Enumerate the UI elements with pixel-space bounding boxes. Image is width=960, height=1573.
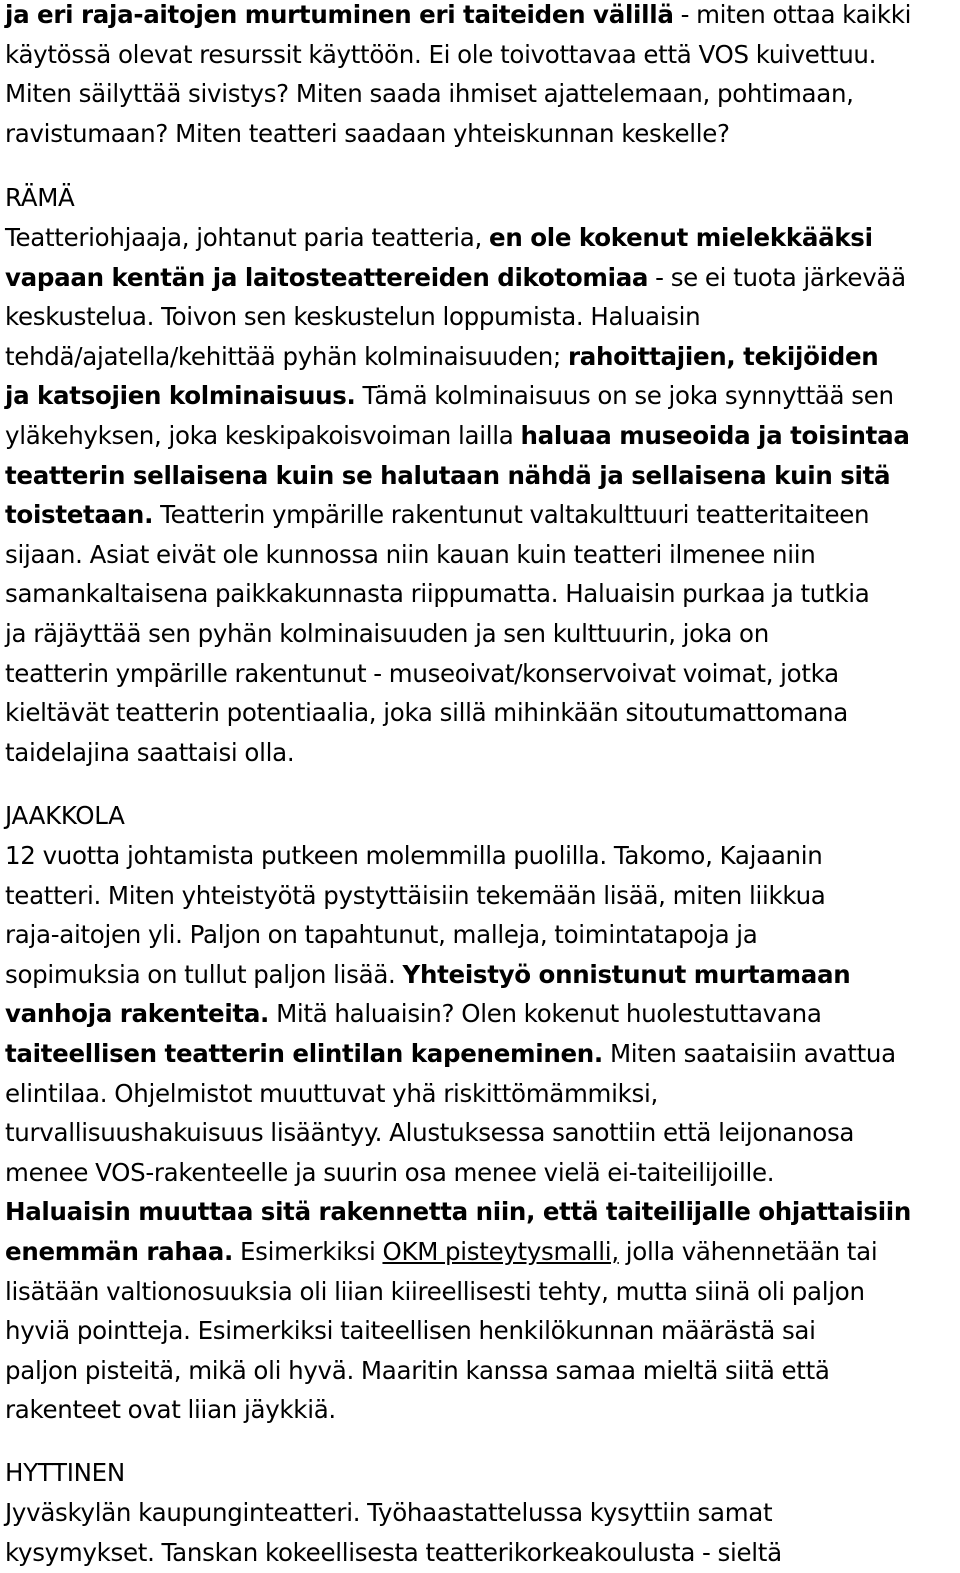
okm-pisteytysmalli-link[interactable]: OKM pisteytysmalli, [382,1236,619,1266]
text-line: kysymykset. Tanskan kokeellisesta teatterikorkeakoulusta - sieltä [5,1537,782,1567]
bold-text: Yhteistyö onnistunut murtamaan [402,959,851,989]
bold-text: taiteellisen teatterin elintilan kapeneminen. [5,1038,603,1068]
text-segment: Teatterin ympärille rakentunut valtakulttuuri teatteritaiteen [153,500,870,530]
bold-text: ja eri raja-aitojen murtuminen eri taiteiden välillä [5,0,674,29]
text-line: Jyväskylän kaupunginteatteri. Työhaastattelussa kysyttiin samat [5,1498,773,1527]
hyttinen-paragraph [5,1493,957,1572]
text-line [5,1232,957,1272]
text-segment: Teatteriohjaaja, johtanut paria teatteria, [5,223,489,252]
text-line [5,994,957,1034]
bold-text: haluaa museoida ja toisintaa [520,420,910,450]
text-line: teatterin sellaisena kuin se halutaan nähdä ja sellaisena kuin sitä [5,460,891,490]
text-line: taidelajina saattaisi olla. [5,737,295,767]
text-segment: Esimerkiksi [232,1236,383,1266]
text-line: lisätään valtionosuuksia oli liian kiireellisesti tehty, mutta siinä oli paljon [5,1276,865,1306]
text-segment: Tämä kolminaisuus on se joka synnyttää sen [355,381,894,411]
text-line [5,1034,957,1074]
text-line: Miten säilyttää sivistys? Miten saada ihmiset ajattelemaan, pohtimaan, [5,79,854,109]
text-line: ja räjäyttää sen pyhän kolminaisuuden ja sen kulttuurin, joka on [5,618,769,648]
intro-paragraph [5,0,957,153]
bold-text: vanhoja rakenteita. [5,999,270,1029]
text-segment: yläkehyksen, joka keskipakoisvoiman lailla [5,420,521,450]
text-line: keskustelua. Toivon sen keskustelun loppumista. Haluaisin [5,302,701,332]
bold-text: vapaan kentän ja laitosteattereiden dikotomiaa [5,262,649,292]
bold-text: toistetaan. [5,500,154,530]
jaakkola-paragraph [5,836,957,1430]
bold-text: en ole kokenut mielekkääksi [489,223,873,252]
text-line: 12 vuotta johtamista putkeen molemmilla puolilla. Takomo, Kajaanin [5,841,823,870]
text-line: paljon pisteitä, mikä oli hyvä. Maaritin kanssa samaa mieltä siitä että [5,1355,830,1385]
text-line [5,0,957,35]
text-line: raja-aitojen yli. Paljon on tapahtunut, malleja, toimintatapoja ja [5,920,758,950]
bold-text: rahoittajien, tekijöiden [567,341,879,371]
text-line: sijaan. Asiat eivät ole kunnossa niin kauan kuin teatteri ilmenee niin [5,539,816,569]
rama-paragraph [5,218,957,772]
bold-text: enemmän rahaa. [5,1236,233,1266]
bold-text: ja katsojien kolminaisuus. [5,381,356,411]
text-line [5,955,957,995]
text-line [5,258,957,298]
text-line: hyviä pointteja. Esimerkiksi taiteellisen henkilökunnan määrästä sai [5,1316,816,1346]
text-line: rakenteet ovat liian jäykkiä. [5,1395,336,1425]
text-line: Haluaisin muuttaa sitä rakennetta niin, että taiteilijalle ohjattaisiin [5,1197,912,1227]
text-segment: - miten ottaa kaikki [673,0,912,29]
text-line: kieltävät teatterin potentiaalia, joka sillä mihinkään sitoutumattomana [5,698,848,728]
text-line: käytössä olevat resurssit käyttöön. Ei ole toivottavaa että VOS kuivettuu. [5,39,877,69]
text-line [5,416,957,456]
text-segment: Miten saataisiin avattua [602,1038,896,1068]
text-line [5,376,957,416]
section-heading-rama: RÄMÄ [5,183,75,212]
text-segment: jolla vähennetään tai [618,1236,878,1266]
text-line [5,337,957,377]
text-line: ravistumaan? Miten teatteri saadaan yhteiskunnan keskelle? [5,118,730,148]
text-segment: sopimuksia on tullut paljon lisää. [5,959,403,989]
section-heading-jaakkola: JAAKKOLA [5,801,125,830]
text-line [5,495,957,535]
text-segment: Mitä haluaisin? Olen kokenut huolestuttavana [269,999,822,1029]
text-line: elintilaa. Ohjelmistot muuttuvat yhä riskittömämmiksi, [5,1078,658,1108]
text-segment: - se ei tuota järkevää [648,262,906,292]
text-line: teatteri. Miten yhteistyötä pystyttäisiin tekemään lisää, miten liikkua [5,880,826,910]
text-line [5,218,957,258]
text-line: teatterin ympärille rakentunut - museoivat/konservoivat voimat, jotka [5,658,839,688]
text-line: samankaltaisena paikkakunnasta riippumatta. Haluaisin purkaa ja tutkia [5,579,870,609]
text-line: menee VOS-rakenteelle ja suurin osa menee vielä ei-taiteilijoille. [5,1157,775,1187]
section-heading-hyttinen: HYTTINEN [5,1458,125,1487]
text-segment: tehdä/ajatella/kehittää pyhän kolminaisuuden; [5,341,568,371]
text-line: turvallisuushakuisuus lisääntyy. Alustuksessa sanottiin että leijonanosa [5,1118,855,1148]
